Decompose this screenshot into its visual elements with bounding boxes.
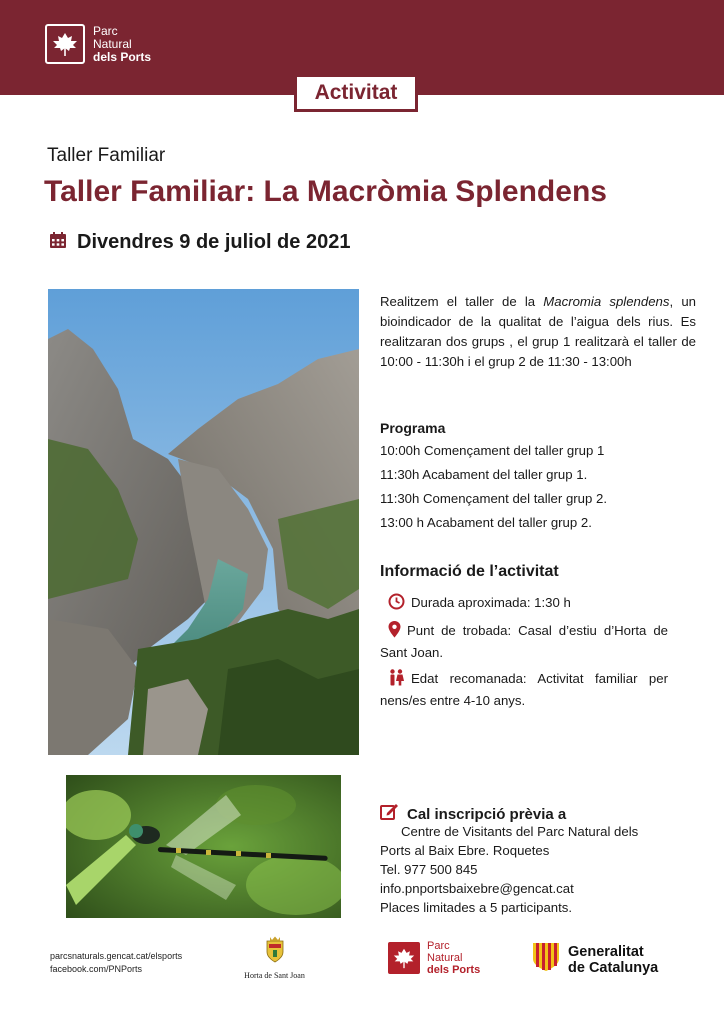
park-logo-footer-text: Parc Natural dels Ports [427,940,481,976]
event-title: Taller Familiar: La Macròmia Splendens [44,175,607,208]
list-item: 10:00h Començament del taller grup 1 [380,443,605,458]
leaf-icon [45,24,85,64]
registration-details [380,822,690,917]
generalitat-name: Generalitat de Catalunya [568,943,659,976]
senyera-icon [532,942,560,977]
ajuntament-logo[interactable] [232,936,317,980]
registration-line: Places limitades a 5 participants. [380,900,573,915]
intro-paragraph: Realitzem el taller de la Macromia splendens, un bioindicador de la qualitat de l’aigua dels rius. Es realitzaran dos grups , el grup 1 realitzarà el taller de 10:00 - 11:30h i el grup 2 de 11:30 - 13:00h [380,294,696,369]
brand-line3: dels Ports [93,49,152,64]
list-item: 11:30h Començament del taller grup 2. [380,491,608,506]
park-logo[interactable] [45,24,151,64]
leaf-icon [388,942,420,974]
brand-line2: Natural [93,36,132,51]
website-link[interactable]: parcsnaturals.gencat.cat/elsports [50,951,183,961]
ajuntament-name: Horta de Sant Joan [244,971,305,980]
info-heading: Informació de l’activitat [380,563,559,580]
info-meeting-point: Punt de trobada: Casal d’estiu d’Horta de Sant Joan. [380,623,668,660]
coat-of-arms-icon [264,951,286,968]
registration-heading: Cal inscripció prèvia a [407,805,567,823]
registration-email[interactable]: info.pnportsbaixebre@gencat.cat [380,881,574,896]
dragonfly-photo [66,775,341,918]
pin-icon [388,621,401,643]
info-duration: Durada aproximada: 1:30 h [380,593,668,615]
event-date-row [49,231,350,254]
brand-line1: Parc [93,23,118,38]
clock-icon [388,593,405,615]
info-age: Edat recomanada: Activitat familiar per nens/es entre 4-10 anys. [380,671,668,708]
park-logo-text [93,25,151,64]
generalitat-logo[interactable] [532,942,658,977]
family-icon [388,669,405,691]
list-item: 11:30h Acabament del taller grup 1. [380,467,588,482]
calendar-icon [49,231,67,254]
programa-heading: Programa [380,420,446,436]
registration-line: Centre de Visitants del Parc Natural dels [401,824,639,839]
facebook-link[interactable]: facebook.com/PNPorts [50,964,143,974]
programa-list [380,441,696,537]
registration-phone[interactable]: Tel. 977 500 845 [380,862,478,877]
species-name: Macromia splendens [543,294,670,309]
event-subtitle: Taller Familiar [47,145,166,166]
event-date: Divendres 9 de juliol de 2021 [77,231,351,253]
activity-tag: Activitat [294,74,418,112]
canyon-photo [48,289,359,755]
park-logo-footer[interactable] [388,940,480,976]
registration-line: Ports al Baix Ebre. Roquetes [380,843,550,858]
list-item: 13:00 h Acabament del taller grup 2. [380,515,592,530]
footer-links [50,950,182,976]
